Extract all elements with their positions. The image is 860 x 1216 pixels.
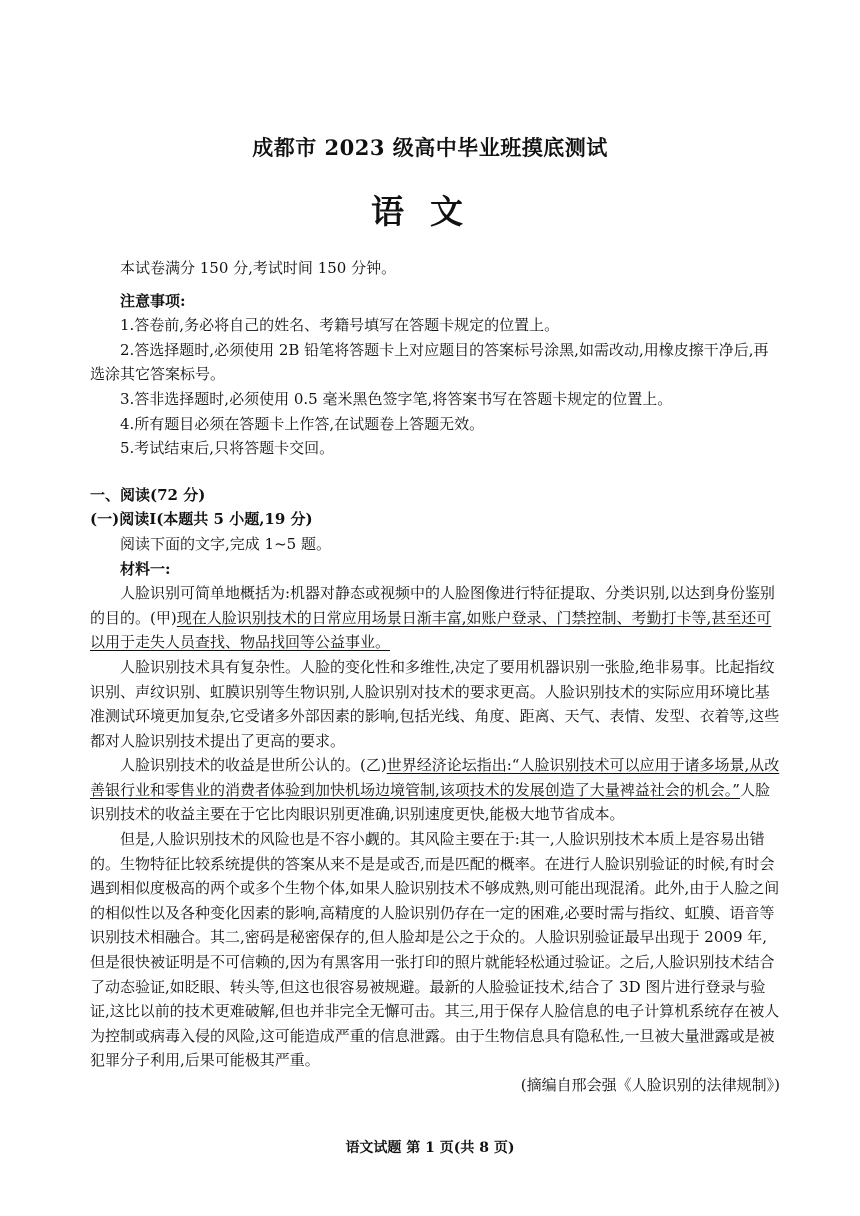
passage-text: 人脸识别技术的收益是世所公认的。(乙) [120, 756, 387, 775]
notice-item: 2.答选择题时,必须使用 2B 铅笔将答题卡上对应题目的答案标号涂黑,如需改动,用橡皮擦干净后,再选涂其它答案标号。 [90, 340, 769, 384]
passage-paragraph-4: 但是,人脸识别技术的风险也是不容小觑的。其风险主要在于:其一,人脸识别技术本质上是容易出错的。生物特征比较系统提供的答案从来不是是或否,而是匹配的概率。在进行人脸识别验证的时候,有时会遇到相似度极高的两个或多个生物个体,如果人脸识别技术不够成熟,则可能出现混淆。此外,由于人脸之间的相似性以及各种变化因素的影响,高精度的人脸识别仍存在一定的困难,必要时需与指纹、虹膜、语音等识别技术相融合。其二,密码是秘密保存的,但人脸却是公之于众的。人脸识别验证最早出现于 2009 年,但是很快被证明是不可信赖的,因为有黑客用一张打印的照片就能轻松通过验证。之后,人脸识别技术结合了动态验证,如眨眼、转头等,但这也很容易被规避。最新的人脸验证技术,结合了 3D 图片进行登录与验证,这比以前的技术更难破解,但也并非完全无懈可击。其三,用于保存人脸信息的电子计算机系统存在被人为控制或病毒入侵的风险,这可能造成严重的信息泄露。由于生物信息具有隐私性,一旦被大量泄露或是被犯罪分子利用,后果可能极其严重。 [90, 830, 780, 1070]
passage-text: 人脸识别技术的收益主要在于它比肉眼识别更准确,识别速度更快,能极大地节省成本。 [90, 780, 770, 824]
underlined-sentence-yi: 世界经济论坛指出:“人脸识别技术可以应用于诸多场景,从改善银行业和零售业的消费者体验到加快机场边境管制,该项技术的发展创造了大量裨益社会的机会。” [90, 756, 780, 799]
intro-text: 本试卷满分 150 分,考试时间 150 分钟。 [120, 259, 397, 277]
passage-source: (摘编自邢会强《人脸识别的法律规制》) [520, 1076, 780, 1094]
notice-item: 5.考试结束后,只将答题卡交回。 [120, 439, 335, 458]
underlined-sentence-jia: 现在人脸识别技术的日常应用场景日渐丰富,如账户登录、门禁控制、考勤打卡等,甚至还可以用于走失人员查找、物品找回等公益事业。 [90, 608, 772, 652]
section-subheading: (一)阅读Ⅰ(本题共 5 小题,19 分) [90, 510, 313, 529]
passage-paragraph-2: 人脸识别技术具有复杂性。人脸的变化性和多维性,决定了要用机器识别一张脸,绝非易事。比起指纹识别、声纹识别、虹膜识别等生物识别,人脸识别对技术的要求更高。人脸识别技术的实际应用环境比基准测试环境更加复杂,它受诸多外部因素的影响,包括光线、角度、距离、天气、表情、发型、衣着等,这些都对人脸识别技术提出了更高的要求。 [90, 657, 780, 750]
section-instruction: 阅读下面的文字,完成 1~5 题。 [120, 534, 331, 553]
page-footer: 语文试题 第 1 页(共 8 页) [345, 1140, 515, 1156]
passage-paragraph-3 [90, 753, 780, 827]
material-label: 材料一: [120, 559, 171, 578]
section-heading: 一、阅读(72 分) [90, 485, 206, 504]
notice-item: 4.所有题目必须在答题卡上作答,在试题卷上答题无效。 [120, 414, 485, 433]
passage-paragraph-1 [90, 581, 780, 655]
exam-title: 成都市 2023 级高中毕业班摸底测试 [252, 135, 608, 160]
notice-item: 1.答卷前,务必将自己的姓名、考籍号填写在答题卡规定的位置上。 [120, 316, 560, 335]
passage-text: 人脸识别可简单地概括为:机器对静态或视频中的人脸图像进行特征提取、分类识别,以达到身份鉴别的目的。(甲) [90, 584, 775, 627]
page-content [90, 256, 780, 1098]
notice-item: 3.答非选择题时,必须使用 0.5 毫米黑色签字笔,将答案书写在答题卡规定的位置上。 [120, 389, 673, 408]
notice-heading: 注意事项: [120, 291, 186, 310]
subject-title: 语文 [371, 192, 489, 231]
